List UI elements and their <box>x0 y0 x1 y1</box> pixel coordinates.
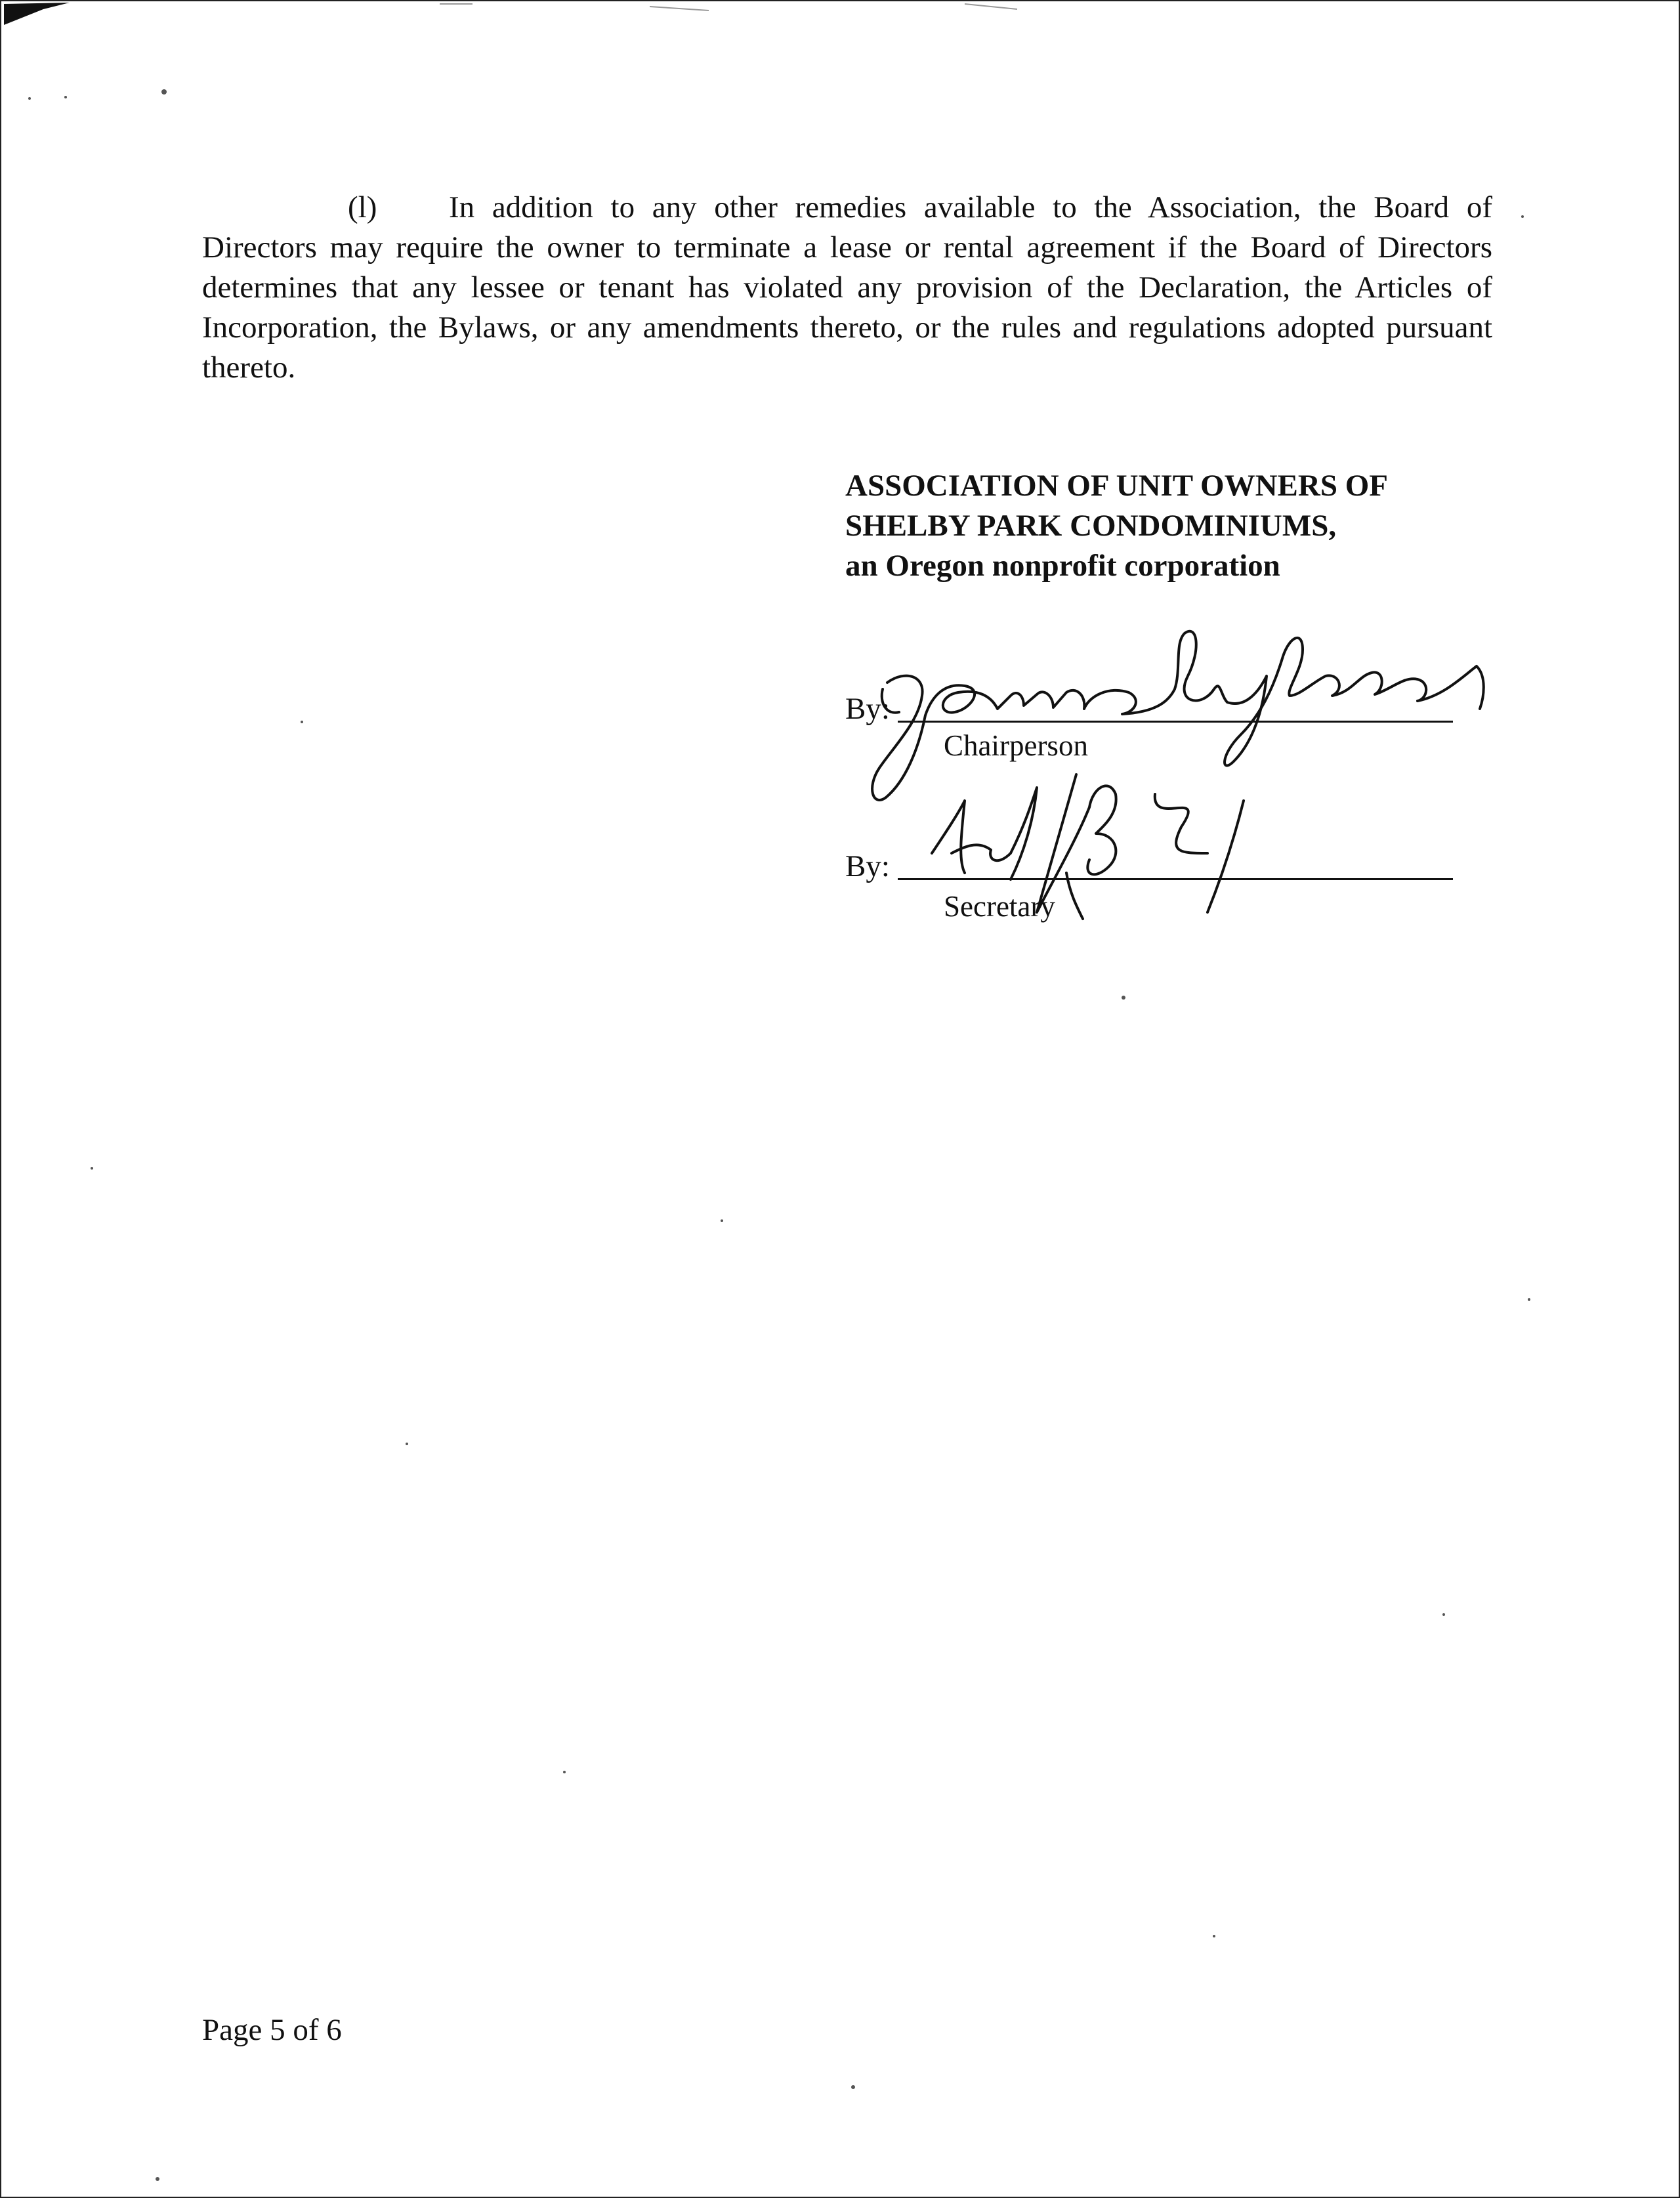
page-number: Page 5 of 6 <box>202 2013 342 2047</box>
secretary-signature-line <box>898 878 1453 880</box>
clause-marker: (l) <box>348 190 377 224</box>
org-line-2: SHELBY PARK CONDOMINIUMS, <box>845 509 1337 543</box>
lease-termination-clause <box>202 188 1492 388</box>
by-label: By: <box>845 692 890 726</box>
chairperson-signature-line <box>898 721 1453 723</box>
chairperson-by-row <box>845 690 890 727</box>
org-line-3: an Oregon nonprofit corporation <box>845 549 1280 583</box>
by-label: By: <box>845 849 890 883</box>
org-line-1: ASSOCIATION OF UNIT OWNERS OF <box>845 469 1388 503</box>
chairperson-label: Chairperson <box>944 729 1088 762</box>
clause-text: In addition to any other remedies available to the Association, the Board of Directors may require the owner to terminate a lease or rental agreement if the Board of Directors determines that any lessee or tenant has violated any provision of the Declaration, the Articles of Incorporation, the Bylaws, or any amendments thereto, or the rules and regulations adopted pursuant thereto. <box>202 190 1492 385</box>
scan-corner-mark <box>4 3 70 25</box>
association-name-block <box>845 466 1502 586</box>
secretary-by-row <box>845 848 890 885</box>
secretary-label: Secretary <box>944 890 1055 923</box>
